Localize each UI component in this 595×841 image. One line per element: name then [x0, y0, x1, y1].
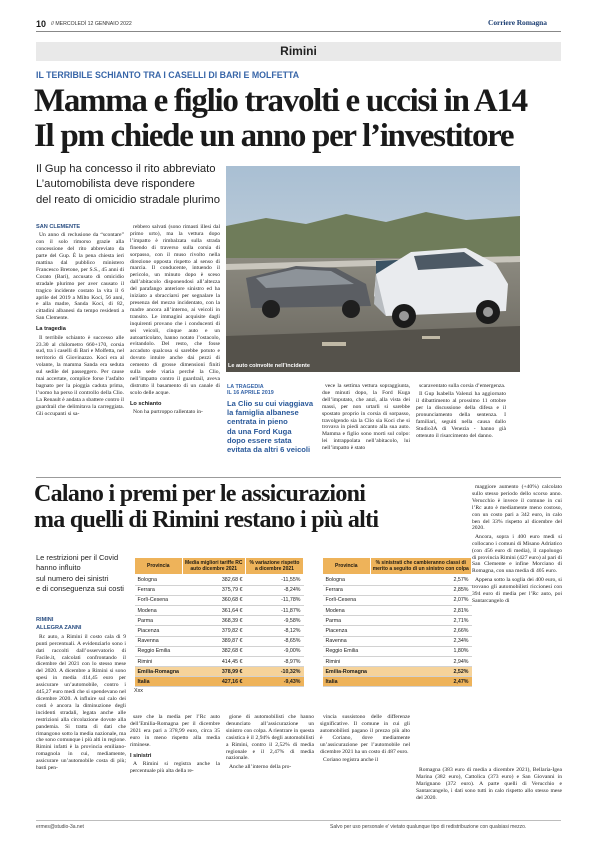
subheading: La tragedia: [36, 326, 66, 333]
table-cell: -8,97%: [245, 656, 303, 666]
table-row: [323, 677, 472, 687]
table-cell: Italia: [323, 677, 371, 687]
table-cell: 2,34%: [370, 636, 471, 646]
article2-headline-line1: Calano i premi per le assicurazioni: [34, 481, 366, 507]
table-cell: Italia: [135, 677, 183, 687]
paragraph: sare che la media per l’Rc auto dell’Emilia-Romagna per il dicembre 2021 era pari a 378,99 euro, circa 35 euro in meno rispetto alla media riminese.: [130, 714, 220, 748]
table-cell: Rimini: [323, 656, 371, 666]
table-cell: 379,82 €: [182, 626, 245, 636]
claims-table-grid: [322, 557, 472, 687]
pull-quote-text: [227, 399, 317, 454]
table-row: [323, 626, 472, 636]
table-cell: Emilia-Romagna: [135, 667, 183, 677]
page-number: 10: [36, 19, 47, 29]
table-cell: Ravenna: [135, 636, 183, 646]
paragraph: rebbero salvati (sono rimasti illesi dal primo urto), ma la vettura dopo l’impatto è rimbalzata sulla strada finendo di traverso sulla corsia di sorpasso, con il muso rivolto nella direzione opposta rispetto al senso di marcia. Il conducente, intuendo il pericolo, un minuto dopo è sceso dall’abitacolo disponendosi all’altezza del parafango anteriore sinistro ed ha iniziato a sbracciarsi per segnalare la presenza del mezzo incidentato, con la madre ancora all’interno, ai veicoli in transito. Le immagini acquisite dagli inquirenti provano che i conducenti di sei veicoli, cinque auto e un autoarticolato, hanno notato l’ostacolo, evitandolo. Del resto, che fosse accaduto qualcosa si sarebbe potuto e dovuto intuire anche dai pezzi di cemento di grosse dimensioni finiti sulla sede viaria perché la Clio, nell’impatto contro il guardrail, aveva distrutto il basamento di un canale di scolo delle acque.: [130, 224, 220, 396]
table-cell: 427,16 €: [182, 677, 245, 687]
table-cell: -8,12%: [245, 626, 303, 636]
dateline: ALLEGRA ZANNI: [36, 625, 82, 632]
table-cell: -11,78%: [245, 595, 303, 605]
table-row: [323, 575, 472, 585]
paragraph: Anche all’interno della pro-: [229, 763, 292, 770]
column-header: Provincia: [323, 558, 371, 575]
paragraph: Romagna (383 euro di media a dicembre 2021), Bellaria-Igea Marina (382 euro), Cattolica (373 euro) e San Giovanni in Marignano (372 euro). A parte quelli di Verucchio e Santarcangelo, i dati sono tutti in calo rispetto allo stesso mese del 2020.: [416, 767, 562, 801]
article1-column-2: [130, 224, 220, 470]
table-cell: Ravenna: [323, 636, 371, 646]
table-row: [135, 646, 304, 656]
subtitle-line: del reato di omicidio stradale plurimo: [36, 193, 220, 206]
table-cell: Reggio Emilia: [323, 646, 371, 656]
section-title: Rimini: [280, 44, 317, 58]
table-header-row: [323, 558, 472, 575]
table-cell: 1,80%: [370, 646, 471, 656]
table-cell: 389,87 €: [182, 636, 245, 646]
table-row: [135, 636, 304, 646]
table-cell: 378,99 €: [182, 667, 245, 677]
article1-kicker: IL TERRIBILE SCHIANTO TRA I CASELLI DI BARI E MOLFETTA: [36, 70, 300, 80]
masthead-brand: Corriere Romagna: [488, 18, 547, 27]
table-cell: -8,24%: [245, 585, 303, 595]
table-cell: -9,58%: [245, 616, 303, 626]
table-row: [323, 667, 472, 677]
table-cell: 2,71%: [370, 616, 471, 626]
footer-copyright-notice: Salvo per uso personale e' vietato qualunque tipo di redistribuzione con qualsiasi mezzo.: [330, 824, 527, 830]
table-cell: -10,32%: [245, 667, 303, 677]
article1-column-3: [322, 383, 410, 465]
footer-email: ermes@studio-3a.net: [36, 824, 84, 830]
pull-quote-line: dopo essere stata: [227, 435, 292, 445]
article1-headline-line2: Il pm chiede un anno per l’investitore: [34, 118, 514, 154]
dateline: RIMINI: [36, 617, 54, 623]
table-cell: 361,64 €: [182, 605, 245, 615]
subtitle-line: Il Gup ha concesso il rito abbreviato: [36, 163, 216, 175]
article-divider: [36, 477, 561, 478]
table-row: [135, 595, 304, 605]
table-cell: 2,47%: [370, 677, 471, 687]
table-cell: Forlì-Cesena: [323, 595, 371, 605]
pull-quote-line: da una Ford Kuga: [227, 426, 292, 436]
paragraph: Coriano registra anche il: [323, 756, 379, 763]
table-row: [323, 636, 472, 646]
subtitle-line: e di conseguenza sui costi: [36, 583, 124, 593]
pull-quote-date: IL 16 APRILE 2019: [227, 390, 274, 396]
table-row: [323, 595, 472, 605]
paragraph: Il terribile schianto è successo alle 23.30 al chilometro 660+170, corsia sud, tra i caselli di Bari e Molfetta, nel territorio di Giovinazzo. Koci era al volante, la mamma Sanda era seduta sul sedile del passeggero. Per cause mai accertate, complice forse l’asfalto bagnato per la pioggia caduta prima, l’uomo ha perso il controllo della Clio. La Renault è andata a sbattere contro il guardrail che delimitava la carreggiata. Gli occupanti si sa-: [36, 334, 124, 417]
table-cell: 368,39 €: [182, 616, 245, 626]
article2-column-1: [36, 617, 126, 811]
subheading: Lo schianto: [130, 400, 162, 407]
claims-table: [322, 557, 472, 687]
table-cell: Bologna: [135, 575, 183, 585]
accident-photo-illustration: [226, 166, 520, 372]
subtitle-line: L’automobilista deve rispondere: [36, 178, 195, 191]
paragraph: Il Gup Isabella Valenzi ha aggiornato il dibattimento al prossimo 11 ottobre per la discussione della difesa e il pronunciamento della sentenza. I familiari, seguiti nella causa dallo Studio3A di Venezia - hanno già ottenuto il risarcimento del danno.: [416, 391, 506, 439]
table-cell: 2,66%: [370, 626, 471, 636]
article1-column-1: [36, 224, 124, 454]
paragraph: scaraventato sulla corsia d’emergenza.: [419, 383, 506, 389]
article2-column-3: [226, 714, 314, 810]
subtitle-line: hanno influito: [36, 563, 81, 573]
table-cell: -11,55%: [245, 575, 303, 585]
table-cell: -11,87%: [245, 605, 303, 615]
table-header-row: [135, 558, 304, 575]
table-row: [323, 616, 472, 626]
table-cell: -9,00%: [245, 646, 303, 656]
table-cell: Modena: [323, 605, 371, 615]
table-cell: Piacenza: [323, 626, 371, 636]
table-cell: Modena: [135, 605, 183, 615]
pull-quote-line: La Clio su cui viaggiava: [227, 399, 314, 408]
table-footnote: Xxx: [134, 688, 143, 695]
column-header: Provincia: [135, 558, 183, 575]
article2-headline-line2: ma quelli di Rimini restano i più alti: [34, 507, 379, 533]
subheading: I sinistri: [130, 752, 152, 759]
table-row: [323, 646, 472, 656]
paragraph: A Rimini si registra anche la percentuale più alta della re-: [130, 760, 220, 774]
table-row: [323, 585, 472, 595]
table-cell: 2,85%: [370, 585, 471, 595]
premium-table-grid: [134, 557, 304, 687]
paragraph: Non ha purtroppo rallentato in-: [133, 409, 203, 416]
table-cell: Emilia-Romagna: [323, 667, 371, 677]
article2-column-5: [472, 484, 562, 762]
table-row: [135, 575, 304, 585]
paragraph: Ancora, sopra i 400 euro medi si collocano i comuni di Misano Adriatico (con 456 euro di media), il capoluogo di provincia Rimini (427 euro) al pari di San Clemente e infine Morciano di Romagna, con una media di 405 euro.: [472, 533, 562, 575]
article2-column-6: [416, 767, 562, 813]
article1-column-4: [416, 383, 506, 463]
photo-caption: Le auto coinvolte nell’incidente: [228, 363, 310, 369]
table-row: [135, 605, 304, 615]
paragraph: maggiore aumento (+40%) calcolato sullo stesso periodo dello scorso anno. Verucchio è invece il comune in cui l’Rc auto è mediamente meno costoso, con un costo pari a 342 euro, in calo ben del 33% rispetto al dicembre del 2020.: [472, 484, 562, 532]
table-cell: Piacenza: [135, 626, 183, 636]
premium-table: [134, 557, 304, 694]
table-cell: Reggio Emilia: [135, 646, 183, 656]
table-row: [135, 585, 304, 595]
table-cell: 2,94%: [370, 656, 471, 666]
subtitle-line: sul numero dei sinistri: [36, 573, 109, 583]
pull-quote-kicker: LA TRAGEDIA: [227, 384, 264, 390]
table-row: [323, 605, 472, 615]
pull-quote: [227, 384, 317, 454]
pull-quote-line: evitata da altri 6 veicoli: [227, 445, 311, 455]
issue-date: // MERCOLEDÌ 12 GENNAIO 2022: [51, 21, 132, 27]
column-header: % variazione rispetto a dicembre 2021: [245, 558, 303, 575]
table-cell: 2,52%: [370, 667, 471, 677]
table-row: [135, 656, 304, 666]
table-cell: Parma: [323, 616, 371, 626]
footer-rule: [36, 820, 561, 821]
table-cell: 2,07%: [370, 595, 471, 605]
table-cell: 2,81%: [370, 605, 471, 615]
article2-column-2: [130, 714, 220, 810]
table-row: [135, 626, 304, 636]
table-cell: Parma: [135, 616, 183, 626]
pull-quote-line: centrata in pieno: [227, 417, 288, 427]
paragraph: vece la settima vettura sopraggiunta, due minuti dopo, la Ford Kuga dell’imputato, che anzi, alla vista dei massi, per non urtarli si sarebbe spostato proprio in corsia di sorpasso, travolgendo sia la Clio sia Koci che si trovava in piedi accanto alla sua auto. Mamma e figlio sono morti sul colpo: lei intrappolata nell’abitacolo, lui nell’impatto è stato: [322, 383, 410, 452]
table-row: [135, 667, 304, 677]
table-cell: Forlì-Cesena: [135, 595, 183, 605]
dateline: SAN CLEMENTE: [36, 224, 81, 230]
paragraph: vincia sussistono delle differenze significative. Il comune in cui gli automobilisti pagano il prezzo più alto è Coriano, dove mediamente un’assicurazione per l’automobile nel dicembre 2021 ha un costo di 487 euro.: [320, 714, 410, 755]
table-cell: Ferrara: [135, 585, 183, 595]
header-rule: [36, 31, 561, 32]
article2-column-4: [320, 714, 410, 810]
table-row: [135, 677, 304, 687]
article2-subtitle: [36, 553, 124, 594]
table-cell: 414,45 €: [182, 656, 245, 666]
table-cell: Ferrara: [323, 585, 371, 595]
table-row: [135, 616, 304, 626]
table-cell: 375,79 €: [182, 585, 245, 595]
paragraph: Rc auto, a Rimini il costo cala di 9 punti percentuali. A evidenziarlo sono i dati raccolti dall’osservatorio di Facile.it, calcolati confrontando il dicembre del 2021 con lo stesso mese del 2020. A dicembre a Rimini si sono spesi in media 414,45 euro per assicurare un’automobile, contro i 445,27 euro medi che si spendevano nel dicembre 2020. A influire sul calo dei costi è ancora la diminuzione degli incidenti stradali, legata anche alle restrizioni alla circolazione dovute alla pandemia. Si tratta di dati che rimangono sotto la media nazionale, ma che sono comunque i più alti in regione. Rimini infatti è la provincia emiliano-romagnola in cui, mediamente, assicurare un’automobile costa di più; basti pen-: [36, 633, 126, 772]
table-cell: Bologna: [323, 575, 371, 585]
column-header: % sinistrati che cambieranno classi di merito a seguito di un sinistro con colpa: [370, 558, 471, 575]
table-cell: -9,43%: [245, 677, 303, 687]
paragraph: Appena sotto la soglia dei 400 euro, si trovano gli automobilisti riccionesi con 394 euro di media per l’Rc auto, poi Santarcangelo di: [472, 576, 562, 604]
table-cell: -8,65%: [245, 636, 303, 646]
subtitle-line: Le restrizioni per il Covid: [36, 553, 119, 562]
accident-photo: [226, 166, 520, 372]
paragraph: Un anno di reclusione da “scontare” con il solo rimorso grazie alla concessione del rito abbreviato da parte del Gup. È la pena chiesta ieri mattina dal pubblico ministero Francesco Bretone, per S.S., 45 anni di Corato (Bari), accusato di omicidio stradale plurimo per aver causato il tragico incidente costato la vita il 6 aprile del 2019 a Milto Koci, 56 anni, e alla madre, Sanda Koci, di 82, cittadini albanesi da tempo residenti a San Clemente.: [36, 232, 124, 322]
table-cell: 2,57%: [370, 575, 471, 585]
column-header: Media migliori tariffe RC auto dicembre 2021: [182, 558, 245, 575]
paragraph: gione di automobilisti che hanno denunciato all’assicurazione un sinistro con colpa. A rientrare in questa casistica è il 2,94% degli automobilisti a Rimini, contro il 2,52% di media regionale e il 2,47% di media nazionale.: [226, 714, 314, 762]
article1-subtitle: [36, 162, 220, 208]
table-cell: Rimini: [135, 656, 183, 666]
table-cell: 382,68 €: [182, 575, 245, 585]
pull-quote-line: la famiglia albanese: [227, 408, 299, 418]
article1-headline-line1: Mamma e figlio travolti e uccisi in A14: [34, 83, 527, 119]
table-cell: 360,68 €: [182, 595, 245, 605]
table-row: [323, 656, 472, 666]
table-cell: 382,68 €: [182, 646, 245, 656]
